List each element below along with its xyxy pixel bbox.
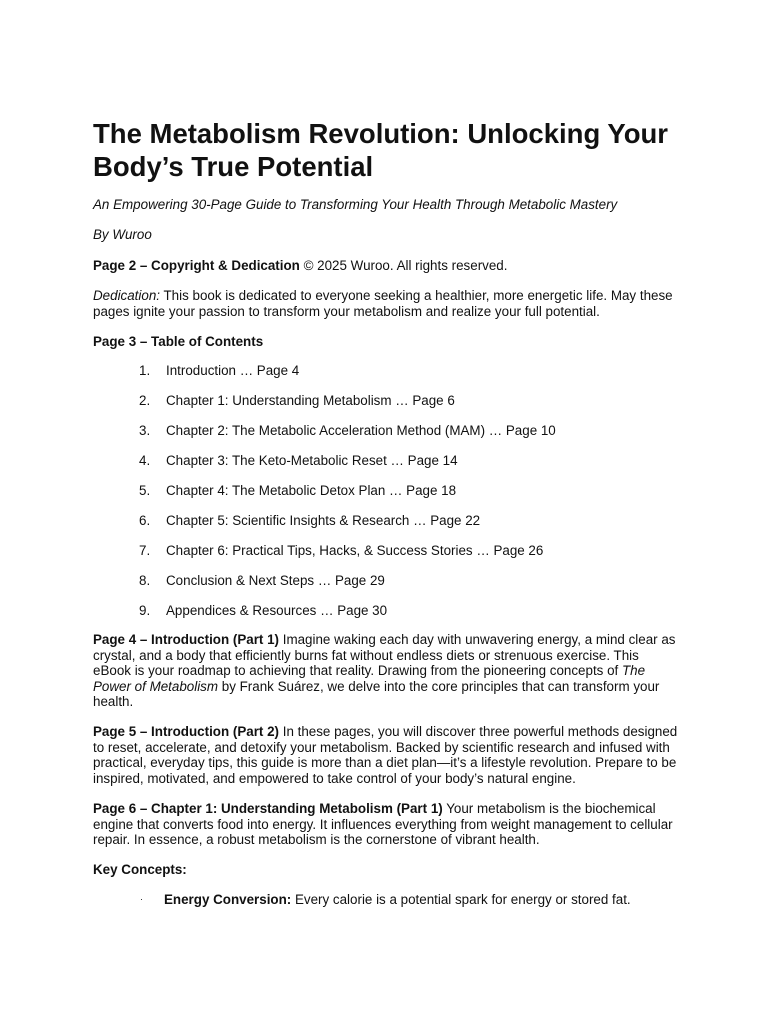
document-page <box>93 117 678 907</box>
toc-item <box>93 573 678 588</box>
toc-item <box>93 393 678 408</box>
chapter1-heading: Page 6 – Chapter 1: Understanding Metabolism (Part 1) <box>93 801 443 817</box>
chapter1-text: Your metabolism is the biochemical engine that converts food into energy. It influences everything from weight management to cellular repair. In essence, a robust metabolism is the cornerstone of vibrant health. <box>93 801 673 847</box>
toc-item-text: Chapter 6: Practical Tips, Hacks, & Success Stories … Page 26 <box>166 543 544 559</box>
intro1-heading: Page 4 – Introduction (Part 1) <box>93 632 280 648</box>
author-line: By Wuroo <box>93 227 152 243</box>
key-concept-item <box>93 892 678 907</box>
book-title: The Power of Metabolism <box>93 663 646 694</box>
toc-item-number: 9. <box>139 603 151 619</box>
toc-item-text: Chapter 5: Scientific Insights & Research … Page 22 <box>166 513 481 529</box>
dedication-paragraph <box>93 288 678 319</box>
key-concepts-list <box>93 892 678 907</box>
intro1-text-a: Imagine waking each day with unwavering energy, a mind clear as crystal, and a body that efficiently burns fat without endless diets or strenuous exercise. This eBook is your roadmap to achieving that reality. Drawing from the pioneering concepts of <box>93 632 676 679</box>
key-concepts-heading-text: Key Concepts: <box>93 862 187 878</box>
chapter1-paragraph <box>93 801 678 847</box>
toc-list <box>93 363 678 618</box>
toc-item-text: Chapter 4: The Metabolic Detox Plan … Page 18 <box>166 483 457 499</box>
key-concept-text: Every calorie is a potential spark for energy or stored fat. <box>291 891 631 907</box>
toc-item-text: Appendices & Resources … Page 30 <box>166 603 388 619</box>
toc-item <box>93 453 678 468</box>
toc-item <box>93 423 678 438</box>
toc-item-number: 5. <box>139 483 151 499</box>
document-title: The Metabolism Revolution: Unlocking Your Body’s True Potential <box>93 118 668 182</box>
toc-item <box>93 603 678 618</box>
key-concepts-heading <box>93 862 678 877</box>
toc-item <box>93 483 678 498</box>
copyright-text: © 2025 Wuroo. All rights reserved. <box>299 257 508 273</box>
dedication-label: Dedication: <box>93 288 160 304</box>
toc-item-number: 1. <box>139 363 151 379</box>
copyright-heading: Page 2 – Copyright & Dedication <box>93 257 300 273</box>
toc-item-text: Chapter 3: The Keto-Metabolic Reset … Page 14 <box>166 453 458 469</box>
key-concept-term: Energy Conversion: <box>164 891 292 907</box>
intro1-text-b: by Frank Suárez, we delve into the core principles that can transform your health. <box>93 678 660 710</box>
toc-item-text: Conclusion & Next Steps … Page 29 <box>166 573 385 589</box>
document-subtitle: An Empowering 30-Page Guide to Transforming Your Health Through Metabolic Mastery <box>93 197 618 212</box>
toc-item-number: 6. <box>139 513 151 529</box>
toc-item <box>93 543 678 558</box>
toc-heading-text: Page 3 – Table of Contents <box>93 334 264 350</box>
toc-item <box>93 363 678 378</box>
dedication-text: This book is dedicated to everyone seeking a healthier, more energetic life. May these pages ignite your passion to transform your metabolism and realize your full potential. <box>93 288 673 319</box>
intro2-heading: Page 5 – Introduction (Part 2) <box>93 724 280 740</box>
toc-item-number: 8. <box>139 573 151 589</box>
toc-item <box>93 513 678 528</box>
toc-item-text: Chapter 2: The Metabolic Acceleration Method (MAM) … Page 10 <box>166 423 556 439</box>
bullet-icon: · <box>140 893 143 904</box>
toc-heading <box>93 334 678 349</box>
intro2-paragraph <box>93 724 678 786</box>
toc-item-number: 2. <box>139 393 151 409</box>
intro1-paragraph <box>93 632 678 709</box>
toc-item-number: 7. <box>139 543 151 559</box>
toc-item-number: 3. <box>139 423 151 439</box>
toc-item-text: Chapter 1: Understanding Metabolism … Page 6 <box>166 393 455 409</box>
toc-item-number: 4. <box>139 453 151 469</box>
toc-item-text: Introduction … Page 4 <box>166 363 300 379</box>
copyright-paragraph <box>93 258 678 273</box>
intro2-text: In these pages, you will discover three powerful methods designed to reset, accelerate, and detoxify your metabolism. Backed by scientific research and infused with practical, everyday tips, this guide is more than a diet plan—it’s a lifestyle revolution. Prepare to be inspired, motivated, and empowered to take control of your body’s natural engine. <box>93 724 678 786</box>
